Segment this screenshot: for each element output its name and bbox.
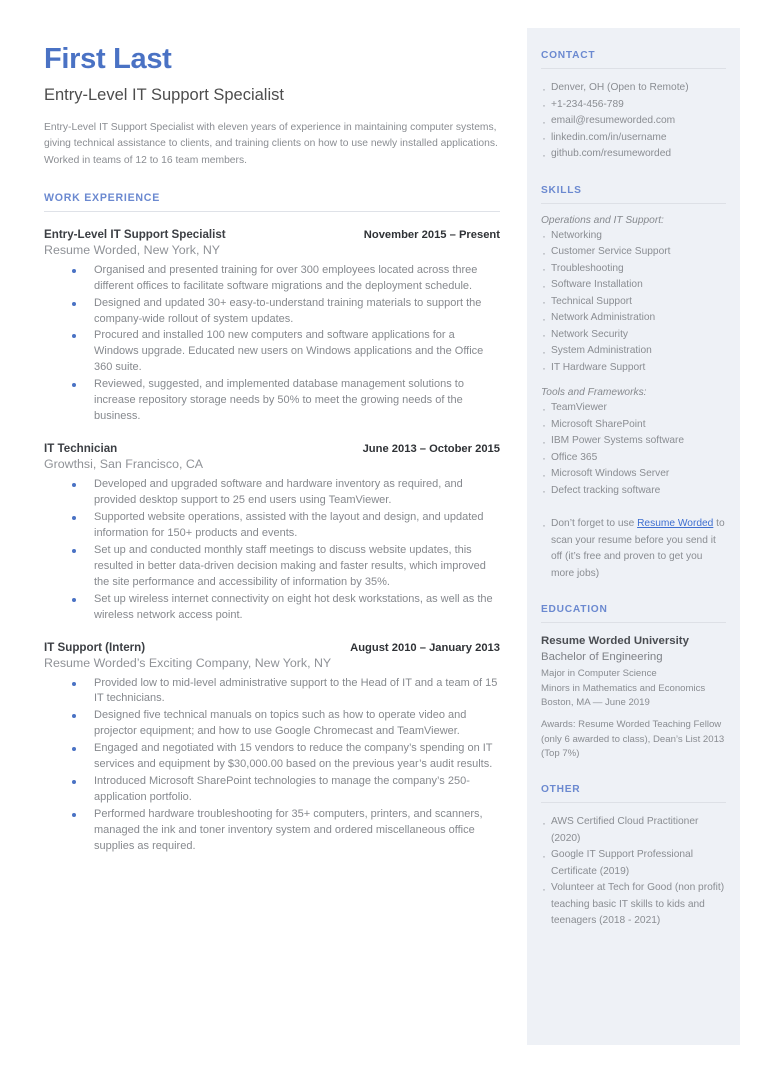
- education-location-date: Boston, MA — June 2019: [541, 696, 650, 708]
- section-heading-education: EDUCATION: [541, 604, 608, 616]
- section-divider: [541, 802, 726, 803]
- job-company-location: Resume Worded’s Exciting Company, New York, NY: [44, 655, 332, 670]
- candidate-name: First Last: [44, 43, 172, 75]
- job-bullet: Designed and updated 30+ easy-to-understand training materials to support the company-wide rollout of system updates.: [72, 296, 500, 328]
- other-item: · Volunteer at Tech for Good (non profit) teaching basic IT skills to kids and teenagers (2018 - 2021): [541, 880, 726, 930]
- promo-note: [541, 516, 726, 582]
- other-section: [541, 784, 726, 930]
- job-title: IT Support (Intern): [44, 640, 146, 654]
- job-bullet-list: [44, 263, 500, 425]
- promo-text-after: to scan your resume before you send it off (it’s free and proven to get you more jobs): [551, 518, 725, 579]
- skill-item: · Microsoft Windows Server: [541, 466, 726, 483]
- contact-item[interactable]: · email@resumeworded.com: [541, 113, 726, 130]
- skill-item: · Customer Service Support: [541, 244, 726, 261]
- section-divider: [541, 622, 726, 623]
- skill-item: · Network Security: [541, 327, 726, 344]
- skill-group-label: Operations and IT Support:: [541, 214, 664, 226]
- education-degree: Bachelor of Engineering: [541, 650, 663, 663]
- job-bullet: Performed hardware troubleshooting for 35+ computers, printers, and scanners, managed the ink and toner inventory system and ordered miscellaneous office supplies as required.: [72, 807, 500, 855]
- job-header-row: [44, 442, 500, 455]
- job-header-row: [44, 641, 500, 654]
- contact-item[interactable]: · github.com/resumeworded: [541, 146, 726, 163]
- skill-item: · Defect tracking software: [541, 483, 726, 500]
- section-heading-other: OTHER: [541, 784, 581, 796]
- skill-item: · System Administration: [541, 343, 726, 360]
- job-bullet-list: [44, 477, 500, 623]
- contact-item[interactable]: · linkedin.com/in/username: [541, 130, 726, 147]
- work-experience-entry: [44, 228, 500, 425]
- job-header-row: [44, 228, 500, 241]
- job-title: IT Technician: [44, 442, 118, 456]
- job-bullet: Procured and installed 100 new computers and software applications for a Windows upgrade. Educated new users on Windows applications and the Office 360 suite.: [72, 328, 500, 376]
- education-minors: Minors in Mathematics and Economics: [541, 682, 706, 694]
- section-divider: [541, 203, 726, 204]
- job-date-range: November 2015 – Present: [363, 228, 500, 241]
- job-date-range: June 2013 – October 2015: [362, 443, 500, 456]
- job-bullet: Set up wireless internet connectivity on eight hot desk workstations, as well as the wireless network access point.: [72, 592, 500, 624]
- skills-section: [541, 185, 726, 583]
- job-company-location: Resume Worded, New York, NY: [44, 242, 221, 257]
- skill-list: [541, 400, 726, 499]
- other-list: [541, 814, 726, 930]
- skill-item: · IBM Power Systems software: [541, 433, 726, 450]
- job-bullet: Provided low to mid-level administrative support to the Head of IT and a team of 15 IT technicians.: [72, 676, 500, 708]
- contact-item[interactable]: · +1-234-456-789: [541, 97, 726, 114]
- skills-groups: [541, 215, 726, 500]
- job-bullet-list: [44, 676, 500, 855]
- work-experience-entry: [44, 641, 500, 855]
- candidate-headline: Entry-Level IT Support Specialist: [44, 85, 284, 104]
- skill-item: · Troubleshooting: [541, 261, 726, 278]
- main-column: [44, 44, 500, 872]
- skill-group: [541, 215, 726, 377]
- skill-group: [541, 387, 726, 499]
- contact-list: [541, 80, 726, 163]
- contact-item[interactable]: · Denver, OH (Open to Remote): [541, 80, 726, 97]
- skill-item: · IT Hardware Support: [541, 360, 726, 377]
- promo-text-before: Don’t forget to use: [551, 518, 638, 530]
- skill-item: · Network Administration: [541, 310, 726, 327]
- job-bullet: Introduced Microsoft SharePoint technologies to manage the company’s 250-application portfolio.: [72, 774, 500, 806]
- job-bullet: Supported website operations, assisted with the layout and design, and updated information for 150+ products and events.: [72, 510, 500, 542]
- skill-item: · TeamViewer: [541, 400, 726, 417]
- skill-item: · Technical Support: [541, 294, 726, 311]
- work-experience-entry: [44, 442, 500, 623]
- skill-item: · Software Installation: [541, 277, 726, 294]
- professional-summary: Entry-Level IT Support Specialist with eleven years of experience in maintaining computer systems, giving technical assistance to clients, and training clients on how to use newly installed applications. Worked in teams of 12 to 16 team members.: [44, 121, 498, 167]
- section-heading-work-experience: WORK EXPERIENCE: [44, 191, 161, 204]
- work-experience-list: [44, 228, 500, 855]
- education-awards: Awards: Resume Worded Teaching Fellow (only 6 awarded to class), Dean’s List 2013 (Top 7%): [541, 719, 725, 760]
- education-major: Major in Computer Science: [541, 668, 657, 680]
- job-bullet: Set up and conducted monthly staff meetings to discuss website updates, this resulted in better data-driven decision making and faster results, which improved the site performance and accessibility of information by 35%.: [72, 543, 500, 591]
- sidebar: [527, 28, 740, 1045]
- resume-worded-link[interactable]: Resume Worded: [637, 518, 714, 530]
- job-company-location: Growthsi, San Francisco, CA: [44, 457, 204, 472]
- job-bullet: Developed and upgraded software and hardware inventory as required, and provided desktop support to 25 end users using TeamViewer.: [72, 477, 500, 509]
- skill-group-label: Tools and Frameworks:: [541, 387, 647, 399]
- education-school: Resume Worded University: [541, 635, 689, 648]
- skill-item: · Networking: [541, 228, 726, 245]
- job-bullet: Engaged and negotiated with 15 vendors to reduce the company’s spending on IT services and equipment by $30,000.00 based on the previous year’s audit results.: [72, 741, 500, 773]
- job-date-range: August 2010 – January 2013: [350, 641, 500, 654]
- contact-section: [541, 50, 726, 163]
- section-heading-contact: CONTACT: [541, 50, 596, 61]
- skill-list: [541, 228, 726, 377]
- education-section: [541, 604, 726, 762]
- other-item: · Google IT Support Professional Certificate (2019): [541, 847, 726, 880]
- section-divider: [541, 68, 726, 69]
- job-bullet: Designed five technical manuals on topics such as how to operate video and projector equipment; and how to use Google Chromecast and TeamViewer.: [72, 708, 500, 740]
- job-bullet: Reviewed, suggested, and implemented database management solutions to increase repository storage needs by 50% to meet the growing needs of the business.: [72, 377, 500, 425]
- skill-item: · Office 365: [541, 450, 726, 467]
- other-item: · AWS Certified Cloud Practitioner (2020): [541, 814, 726, 847]
- job-bullet: Organised and presented training for over 300 employees located across three different offices to facilitate software migrations and the deployment schedule.: [72, 263, 500, 295]
- job-title: Entry-Level IT Support Specialist: [44, 227, 226, 241]
- section-divider: [44, 211, 500, 212]
- skill-item: · Microsoft SharePoint: [541, 417, 726, 434]
- section-heading-skills: SKILLS: [541, 184, 582, 196]
